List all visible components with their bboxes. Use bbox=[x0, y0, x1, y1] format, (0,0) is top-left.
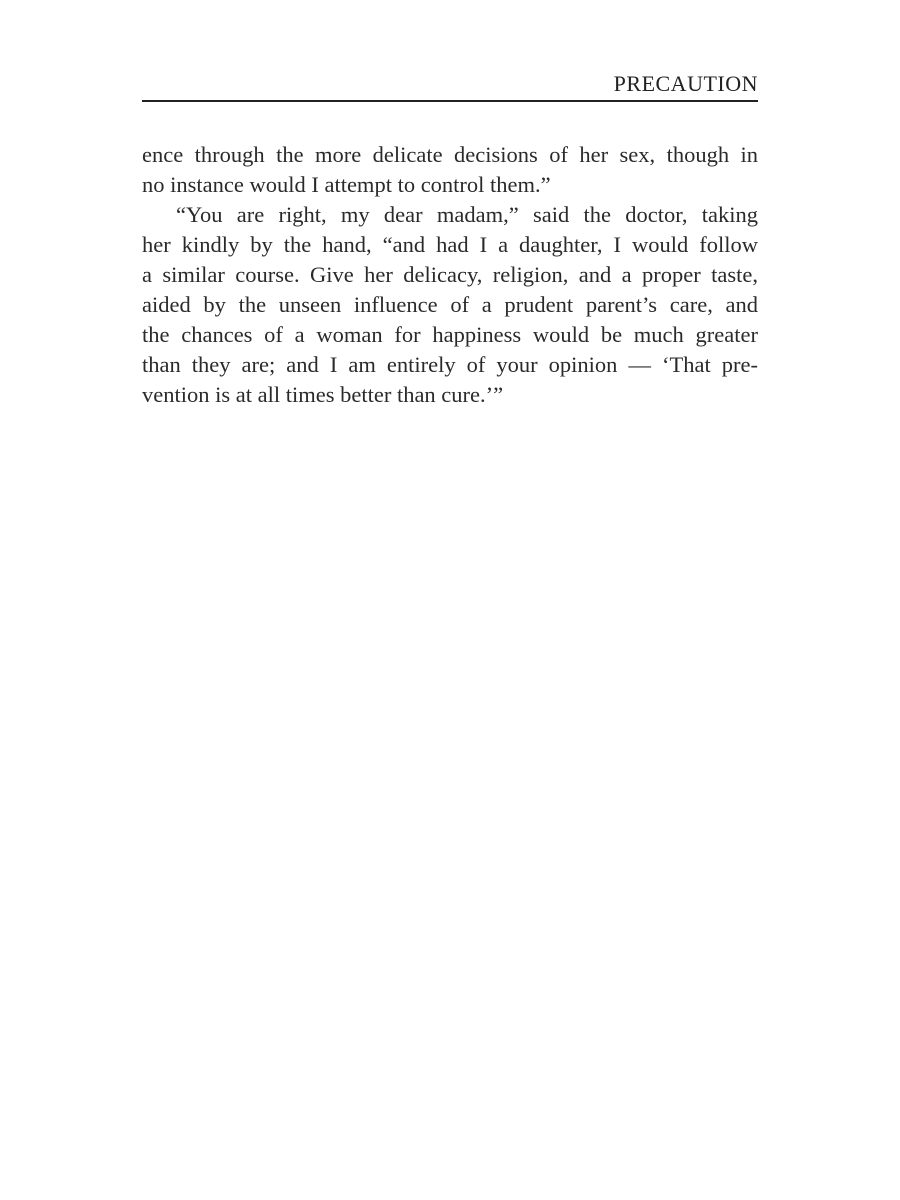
text-line: “You are right, my dear madam,” said the doctor, taking bbox=[176, 202, 758, 227]
text-line: a similar course. Give her delicacy, religion, and a proper taste, bbox=[142, 262, 758, 287]
running-head-title: PRECAUTION bbox=[142, 70, 758, 102]
text-line: aided by the unseen influence of a prudent parent’s care, and bbox=[142, 292, 758, 317]
text-line: no instance would I attempt to control them.” bbox=[142, 172, 551, 197]
body-text bbox=[142, 140, 758, 410]
text-line: her kindly by the hand, “and had I a daughter, I would follow bbox=[142, 232, 758, 257]
text-line: vention is at all times better than cure.’” bbox=[142, 382, 504, 407]
text-line: ence through the more delicate decisions of her sex, though in bbox=[142, 142, 758, 167]
text-line: than they are; and I am entirely of your opinion — ‘That pre- bbox=[142, 352, 758, 377]
text-line: the chances of a woman for happiness would be much greater bbox=[142, 322, 758, 347]
